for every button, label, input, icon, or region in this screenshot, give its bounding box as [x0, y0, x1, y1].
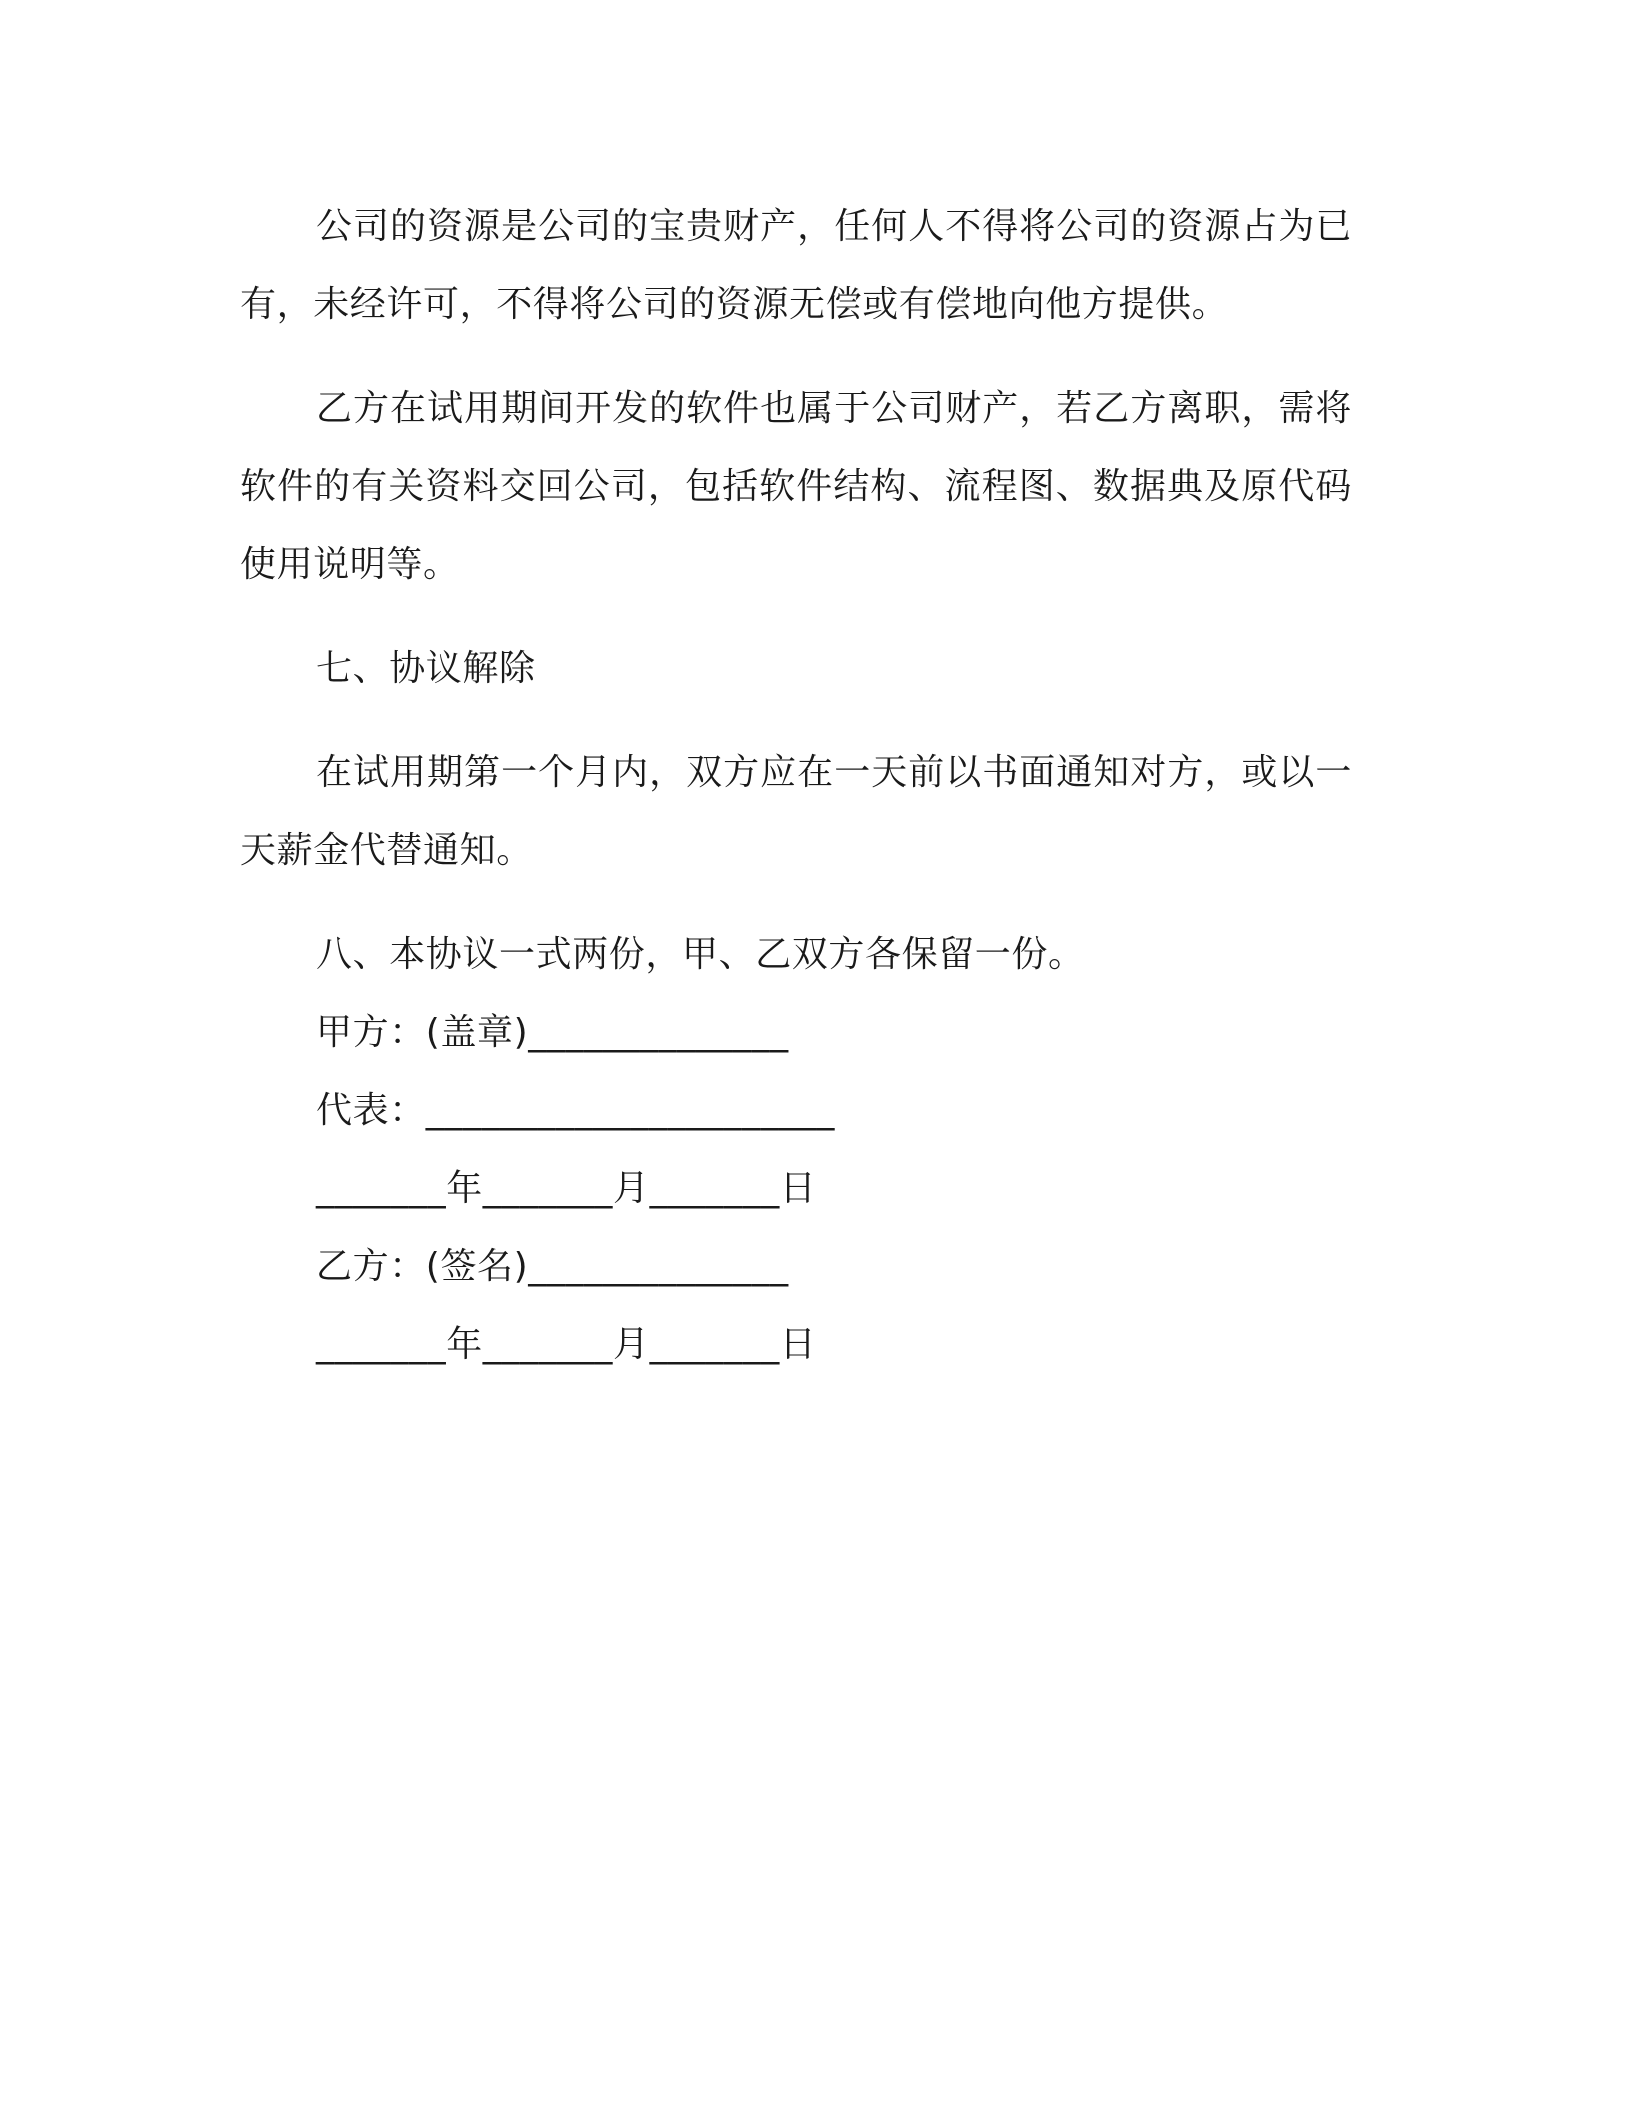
document-body [240, 188, 1352, 1384]
section-heading-termination: 七、协议解除 [316, 648, 536, 689]
paragraph-copies: 八、本协议一式两份，甲、乙双方各保留一份。 [316, 934, 1085, 975]
signature-party-a: 甲方：(盖章)______________ [316, 1012, 789, 1053]
signature-date-a: _______年_______月_______日 [316, 1168, 817, 1209]
signature-date-b: _______年_______月_______日 [316, 1324, 817, 1365]
signature-party-b: 乙方：(签名)______________ [316, 1246, 789, 1287]
paragraph-software-ownership: 乙方在试用期间开发的软件也属于公司财产，若乙方离职，需将软件的有关资料交回公司，包括软件结构、流程图、数据典及原代码使用说明等。 [240, 388, 1352, 585]
signature-block [240, 994, 1352, 1384]
paragraph-company-resources: 公司的资源是公司的宝贵财产，任何人不得将公司的资源占为已有，未经许可，不得将公司的资源无偿或有偿地向他方提供。 [240, 206, 1352, 325]
paragraph-termination-notice: 在试用期第一个月内，双方应在一天前以书面通知对方，或以一天薪金代替通知。 [240, 752, 1352, 871]
signature-representative: 代表：______________________ [316, 1090, 835, 1131]
